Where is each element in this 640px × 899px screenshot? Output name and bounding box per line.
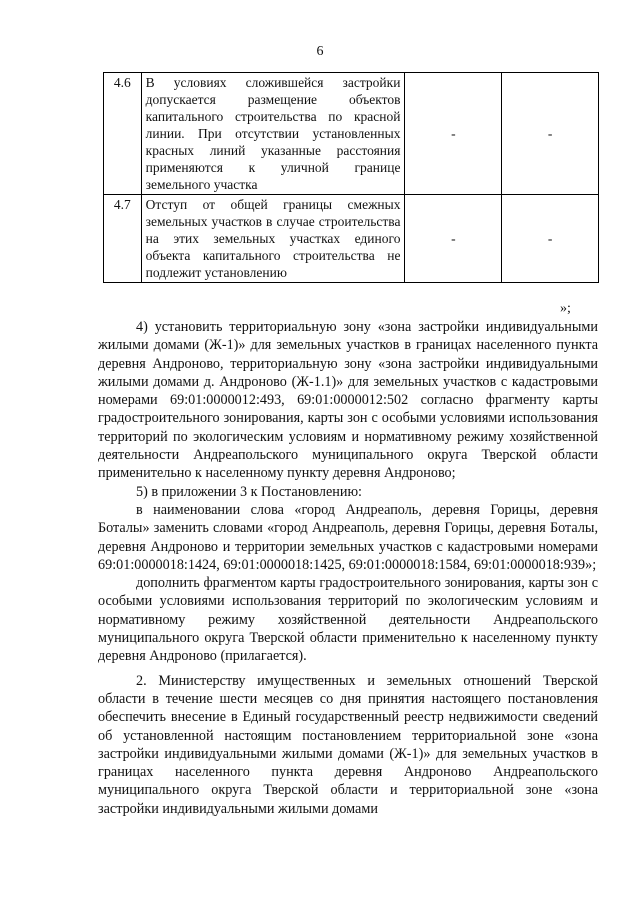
row-value: - <box>502 195 599 283</box>
row-value: - <box>405 195 502 283</box>
table-row <box>104 73 599 195</box>
row-number: 4.6 <box>104 73 142 195</box>
paragraph-map-addition: дополнить фрагментом карты градостроительного зонирования, карты зон с особыми условиями использования территорий по экологическим условиям и нормативному режиму хозяйственной деятельности Андреапольского муниципального округа Тверской области применительно к населенному пункту деревня Андроново (прилагается). <box>98 575 598 665</box>
row-description: В условиях сложившейся застройки допускается размещение объектов капитального строительства по красной линии. При отсутствии установленных красных линий указанные расстояния применяются к уличной границе земельного участка <box>141 73 405 195</box>
row-description: Отступ от общей границы смежных земельных участков в случае строительства на этих земельных участках единого объекта капитального строительства не подлежит установлению <box>141 195 405 283</box>
paragraph-item-4: 4) установить территориальную зону «зона застройки индивидуальными жилыми домами (Ж-1)» для земельных участков в границах населенного пункта деревня Андроново, территориальную зону «зона застройки индивидуальными жилыми домами д. Андроново (Ж-1.1)» для земельных участков с кадастровыми номерами 69:01:0000012:493, 69:01:0000012:502 согласно фрагменту карты градостроительного зонирования, карты зон с особыми условиями использования территорий по экологическим условиям и нормативному режиму хозяйственной деятельности Андреапольского муниципального округа Тверской области применительно к населенному пункту деревня Андроново; <box>98 319 598 482</box>
row-number: 4.7 <box>104 195 142 283</box>
paragraph-title-change: в наименовании слова «город Андреаполь, деревня Горицы, деревня Боталы» заменить словами «город Андреаполь, деревня Горицы, деревня Боталы, деревня Андроново и территории земельных участков с кадастровыми номерами 69:01:0000018:1424, 69:01:0000018:1425, 69:01:0000018:1584, 69:01:0000018:939»; <box>98 501 598 573</box>
table-closing-quote: »; <box>560 301 571 316</box>
row-value: - <box>405 73 502 195</box>
paragraph-item-5: 5) в приложении 3 к Постановлению: <box>136 483 362 500</box>
page-number: 6 <box>316 44 324 59</box>
document-body <box>98 318 598 818</box>
paragraph-section-2: 2. Министерству имущественных и земельных отношений Тверской области в течение шести месяцев со дня принятия настоящего постановления обеспечить внесение в Единый государственный реестр недвижимости сведений об установленной настоящим постановлением территориальной зоне «зона застройки индивидуальными жилыми домами (Ж-1)» для земельных участков в границах населенного пункта деревня Андроново Андреапольского муниципального округа Тверской области и территориальной зоне «зона застройки индивидуальными жилыми домами <box>98 672 598 817</box>
regulation-table <box>103 72 599 283</box>
row-value: - <box>502 73 599 195</box>
table-row <box>104 195 599 283</box>
